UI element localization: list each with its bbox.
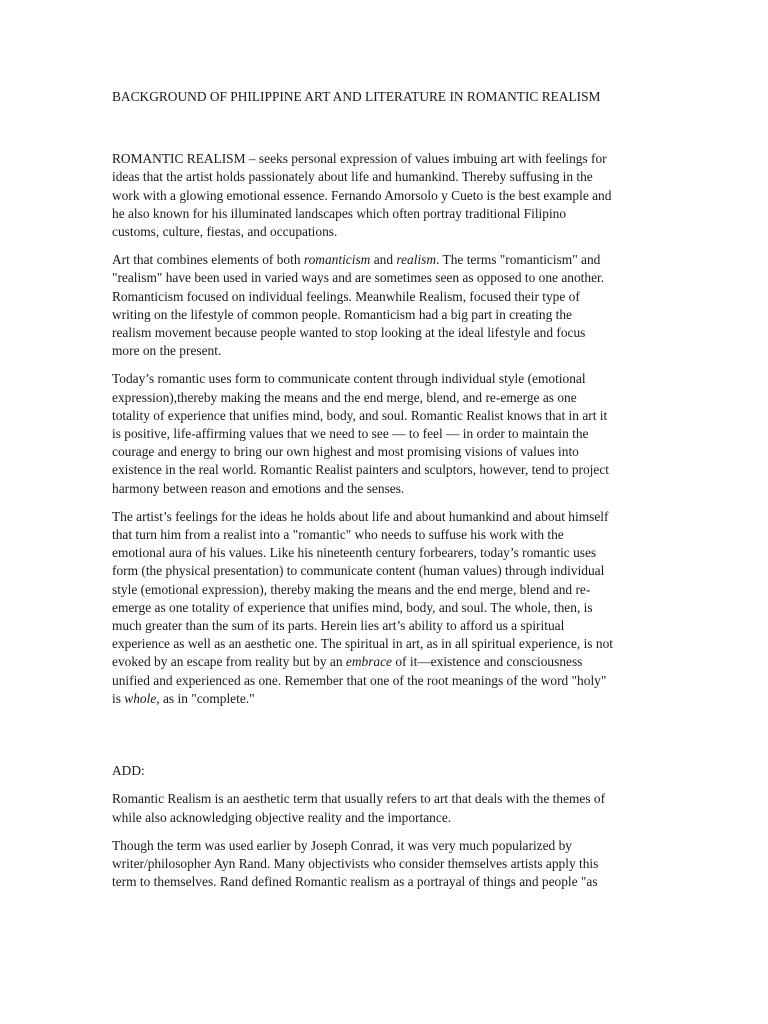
text-segment: Art that combines elements of both (112, 252, 304, 268)
text-segment: evoked by an escape from reality but by an (112, 654, 346, 670)
paragraph-artists-feelings (112, 508, 672, 708)
text-line: unified and experienced as one. Remember that one of the root meanings of the word "holy" (112, 672, 607, 688)
text-segment: of it—existence and consciousness (392, 654, 583, 670)
text-line: totality of experience that unifies mind, body, and soul. Romantic Realist knows that in art it (112, 407, 608, 423)
text-line (112, 251, 672, 269)
text-line: The artist’s feelings for the ideas he holds about life and about humankind and about himself (112, 508, 609, 524)
text-line: style (emotional expression), thereby making the means and the end merge, blend and re- (112, 581, 591, 597)
document-body (112, 88, 672, 901)
paragraph-todays-romantic (112, 370, 672, 497)
text-line: experience as well as an aesthetic one. The spiritual in art, as in all spiritual experience, is not (112, 636, 613, 652)
text-line: emerge as one totality of experience that unifies mind, body, and soul. The whole, then, is (112, 599, 593, 615)
emphasis-embrace: embrace (345, 654, 392, 670)
emphasis-realism: realism (396, 252, 437, 268)
text-line: customs, culture, fiestas, and occupations. (112, 224, 338, 240)
text-line: ROMANTIC REALISM – seeks personal expression of values imbuing art with feelings for (112, 151, 607, 167)
document-title: BACKGROUND OF PHILIPPINE ART AND LITERATURE IN ROMANTIC REALISM (112, 89, 601, 104)
text-line: that turn him from a realist into a "romantic" who needs to suffuse his work with the (112, 527, 564, 543)
text-line: while also acknowledging objective reality and the importance. (112, 809, 452, 825)
paragraph-aesthetic-term (112, 790, 672, 826)
text-line: work with a glowing emotional essence. Fernando Amorsolo y Cueto is the best example and (112, 187, 612, 203)
text-line: more on the present. (112, 343, 222, 359)
text-line: ideas that the artist holds passionately about life and humankind. Thereby suffusing in the (112, 169, 593, 185)
paragraph-romantic-realism-definition (112, 150, 672, 241)
text-segment: and (370, 252, 397, 268)
add-section-label: ADD: (112, 763, 145, 779)
text-line: Romantic Realism is an aesthetic term that usually refers to art that deals with the themes of (112, 791, 606, 807)
text-line: writer/philosopher Ayn Rand. Many objectivists who consider themselves artists apply this (112, 855, 599, 871)
text-segment: , as in "complete." (156, 690, 255, 706)
text-line: "realism" have been used in varied ways and are sometimes seen as opposed to one another. (112, 270, 605, 286)
text-line: Though the term was used earlier by Joseph Conrad, it was very much popularized by (112, 837, 572, 853)
text-line: existence in the real world. Romantic Realist painters and sculptors, however, tend to project (112, 462, 610, 478)
text-line: he also known for his illuminated landscapes which often portray traditional Filipino (112, 205, 567, 221)
text-line: Today’s romantic uses form to communicate content through individual style (emotional (112, 371, 586, 387)
text-line: harmony between reason and emotions and the senses. (112, 480, 405, 496)
text-line: Romanticism focused on individual feelings. Meanwhile Realism, focused their type of (112, 288, 580, 304)
emphasis-romanticism: romanticism (303, 252, 371, 268)
text-line: courage and energy to bring our own highest and most promising visions of values into (112, 444, 579, 460)
text-line: writing on the lifestyle of common people. Romanticism had a big part in creating the (112, 306, 573, 322)
paragraph-romanticism-and-realism (112, 251, 672, 360)
text-line: much greater than the sum of its parts. Herein lies art’s ability to afford us a spiritual (112, 618, 565, 634)
text-line: term to themselves. Rand defined Romantic realism as a portrayal of things and people "as (112, 874, 598, 890)
emphasis-whole: whole (124, 690, 157, 706)
text-line: form (the physical presentation) to communicate content (human values) through individual (112, 563, 605, 579)
text-segment: is (112, 690, 125, 706)
text-line (112, 690, 672, 708)
paragraph-ayn-rand (112, 837, 672, 892)
text-line: expression),thereby making the means and the end merge, blend, and re-emerge as one (112, 389, 577, 405)
text-line (112, 653, 672, 671)
text-segment: . The terms "romanticism" and (436, 252, 601, 268)
text-line: is positive, life-affirming values that we need to see — to feel — in order to maintain the (112, 426, 589, 442)
text-line: realism movement because people wanted to stop looking at the ideal lifestyle and focus (112, 325, 586, 341)
text-line: emotional aura of his values. Like his nineteenth century forbearers, today’s romantic uses (112, 545, 597, 561)
section-spacer (112, 718, 672, 762)
